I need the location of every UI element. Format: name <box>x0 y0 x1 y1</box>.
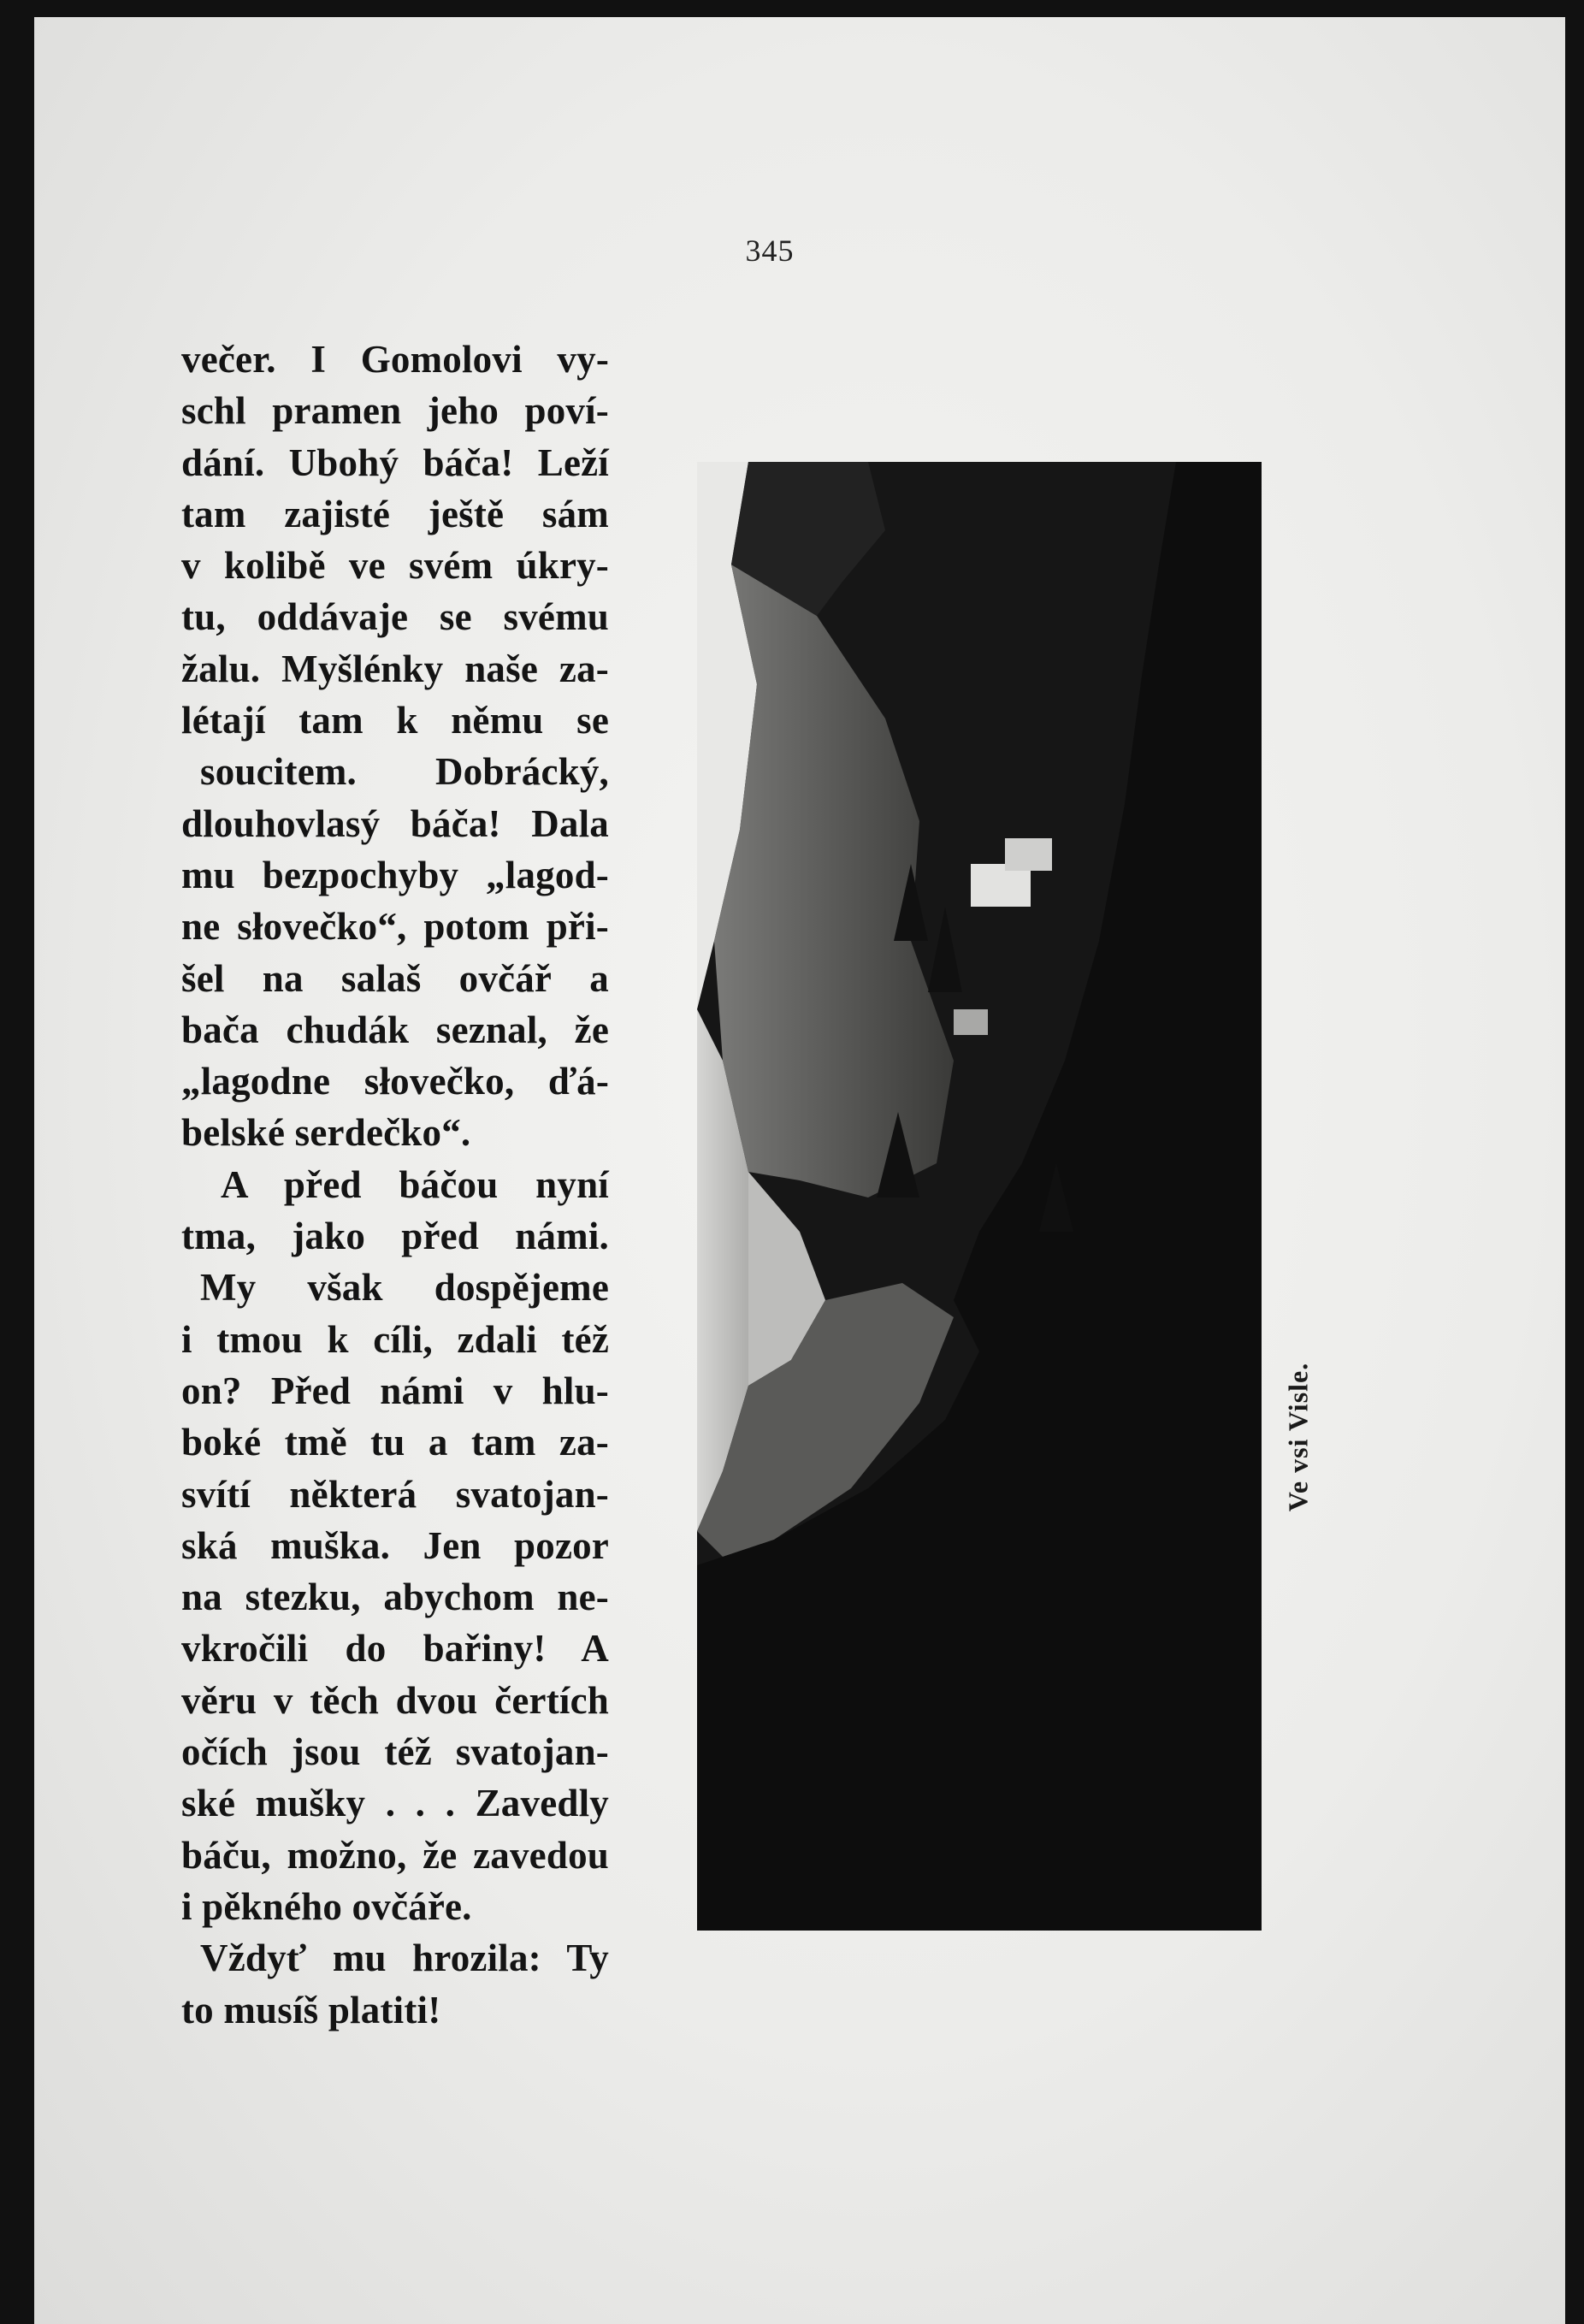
text-line: i tmou k cíli, zdali též <box>181 1317 609 1361</box>
text-line: ská muška. Jen pozor <box>181 1523 609 1567</box>
caption-text: Ve vsi Visle. <box>1282 1362 1314 1512</box>
text-line: na stezku, abychom ne- <box>181 1576 609 1619</box>
text-line: létají tam k němu se <box>181 699 609 742</box>
body-text <box>181 334 609 2036</box>
text-line: soucitem. Dobrácký, <box>200 750 609 794</box>
text-line: šel na salaš ovčář a <box>181 956 609 1000</box>
text-line: dlouhovlasý báča! Dala <box>181 801 609 845</box>
text-line: on? Před námi v hlu- <box>181 1369 609 1412</box>
text-line: večer. I Gomolovi vy- <box>181 338 609 381</box>
illustration-caption <box>1273 1334 1324 1540</box>
text-line: věru v těch dvou čertích <box>181 1678 609 1722</box>
text-line: v kolibě ve svém úkry- <box>181 544 609 588</box>
text-line: vkročili do bařiny! A <box>181 1627 609 1671</box>
text-line: boké tmě tu a tam za- <box>181 1421 609 1464</box>
text-line: i pěkného ovčáře. <box>181 1884 472 1928</box>
text-line: ne słovečko“, potom při- <box>181 905 609 949</box>
text-line: žalu. Myšlénky naše za- <box>181 647 609 690</box>
village-landscape-illustration <box>697 462 1262 1931</box>
text-line: ské mušky . . . Zavedly <box>181 1782 609 1825</box>
text-line: bača chudák seznal, že <box>181 1008 609 1051</box>
book-page <box>34 17 1565 2324</box>
text-line: tam zajisté ještě sám <box>181 492 609 535</box>
text-line: očích jsou též svatojan- <box>181 1730 609 1774</box>
text-line: tu, oddávaje se svému <box>181 595 609 639</box>
text-line: schl pramen jeho poví- <box>181 389 609 433</box>
text-line: belské serdečko“. <box>181 1111 471 1155</box>
text-line: mu bezpochyby „lagod- <box>181 853 609 896</box>
text-line: svítí některá svatojan- <box>181 1472 609 1516</box>
text-line: dání. Ubohý báča! Leží <box>181 441 609 484</box>
text-line: to musíš platiti! <box>181 1988 441 2031</box>
text-line: Vždyť mu hrozila: Ty <box>200 1937 609 1980</box>
text-line: „lagodne słovečko, ďá- <box>181 1060 609 1103</box>
text-line: My však dospějeme <box>200 1266 609 1310</box>
text-line: tma, jako před námi. <box>181 1215 609 1258</box>
page-number: 345 <box>745 234 795 268</box>
text-line: A před báčou nyní <box>221 1162 609 1206</box>
text-line: báču, možno, že zavedou <box>181 1833 609 1877</box>
